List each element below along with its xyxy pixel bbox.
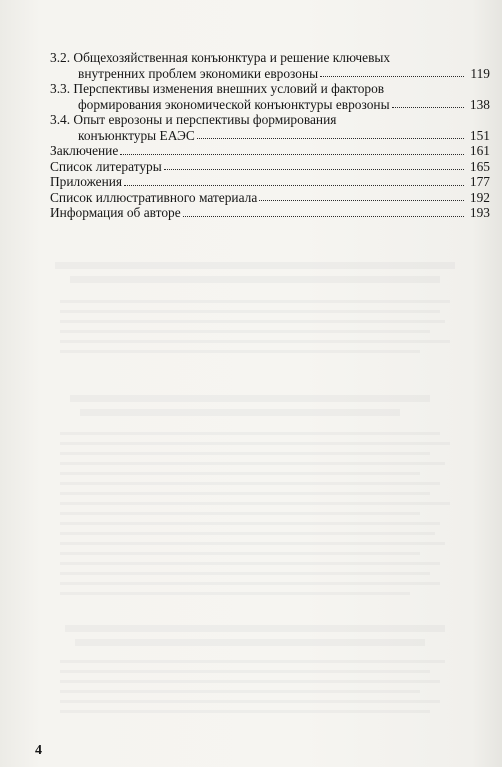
- toc-entry-title: Информация об авторе: [50, 205, 181, 220]
- toc-entry-body: [50, 174, 466, 190]
- toc-entry: [50, 112, 490, 143]
- toc-page-number: 161: [469, 143, 490, 158]
- toc-page-number: 193: [469, 205, 490, 220]
- toc-entry: [50, 50, 490, 81]
- table-of-contents: [50, 50, 490, 221]
- toc-page-number: 138: [469, 96, 490, 112]
- toc-entry-title: Заключение: [50, 143, 119, 158]
- toc-page-number: 151: [469, 127, 490, 143]
- toc-entry-last-line: [50, 159, 466, 175]
- dot-leader: [120, 154, 464, 155]
- toc-entry-title: конъюнктуры ЕАЭС: [78, 127, 195, 143]
- toc-entry-body: [50, 205, 466, 221]
- toc-entry-last-line: [50, 143, 466, 159]
- toc-entry-body: [50, 112, 466, 143]
- toc-entry-body: [50, 143, 466, 159]
- page-number: 4: [35, 743, 42, 758]
- toc-entry-title: Список иллюстративного материала: [50, 189, 258, 205]
- toc-page-number: 192: [469, 189, 490, 205]
- toc-entry-title-line: 3.4. Опыт еврозоны и перспективы формирования: [50, 112, 337, 127]
- toc-entry-title: Приложения: [50, 174, 123, 189]
- toc-entry-last-line: [50, 97, 466, 113]
- dot-leader: [392, 107, 464, 108]
- dot-leader: [259, 200, 464, 201]
- toc-entry-title: формирования экономической конъюнктуры еврозоны: [78, 96, 390, 112]
- toc-page-number: 177: [469, 174, 490, 189]
- dot-leader: [197, 138, 464, 139]
- dot-leader: [124, 185, 464, 186]
- toc-entry-body: [50, 159, 466, 175]
- toc-entry-title: внутренних проблем экономики еврозоны: [78, 65, 319, 81]
- toc-page-number: 165: [469, 158, 490, 174]
- toc-entry: [50, 190, 490, 206]
- toc-entry-body: [50, 81, 466, 112]
- toc-entry-last-line: [50, 205, 466, 221]
- toc-entry: [50, 205, 490, 221]
- toc-entry-last-line: [50, 190, 466, 206]
- toc-entry-body: [50, 190, 466, 206]
- dot-leader: [183, 216, 464, 217]
- toc-entry: [50, 81, 490, 112]
- toc-entry-last-line: [50, 66, 466, 82]
- toc-entry: [50, 143, 490, 159]
- toc-entry-last-line: [50, 174, 466, 190]
- toc-entry-title-line: 3.3. Перспективы изменения внешних условий и факторов: [50, 81, 385, 96]
- toc-entry-title-line: 3.2. Общехозяйственная конъюнктура и решение ключевых: [50, 50, 391, 65]
- dot-leader: [164, 169, 464, 170]
- toc-entry: [50, 174, 490, 190]
- toc-entry-last-line: [50, 128, 466, 144]
- toc-page-number: 119: [470, 65, 490, 81]
- toc-entry-title: Список литературы: [50, 158, 162, 174]
- toc-entry-body: [50, 50, 466, 81]
- dot-leader: [320, 76, 464, 77]
- toc-entry: [50, 159, 490, 175]
